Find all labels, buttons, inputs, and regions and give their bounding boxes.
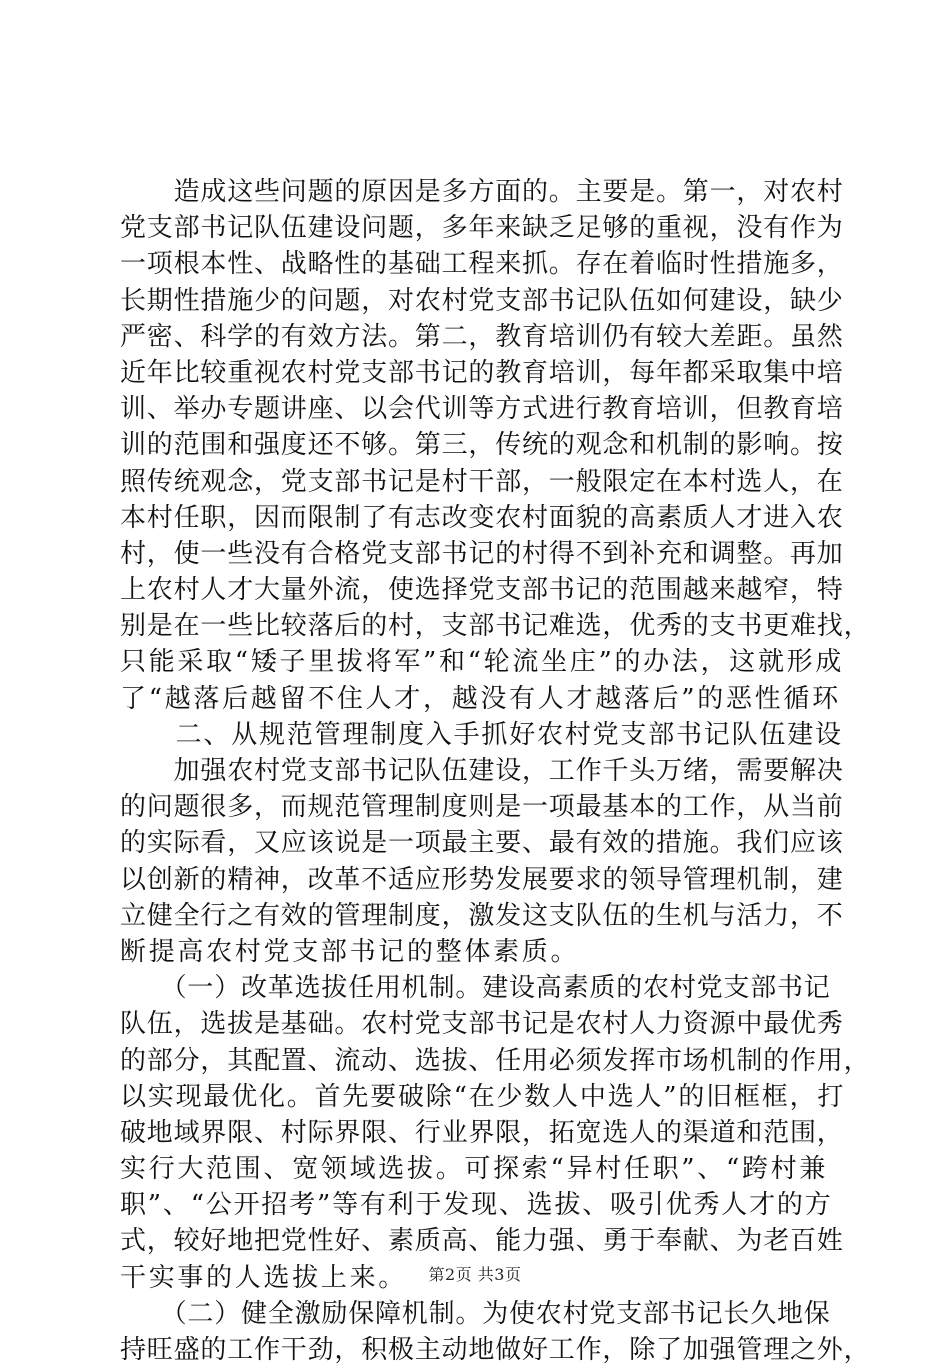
text-line: 断提高农村党支部书记的整体素质。 (120, 936, 580, 967)
text-line: 严密、科学的有效方法。第二，教育培训仍有较大差距。虽然 (120, 321, 844, 352)
document-body (120, 174, 871, 1368)
text-line: 的部分，其配置、流动、选拔、任用必须发挥市场机制的作用， (120, 1045, 871, 1076)
text-line: 式，较好地把党性好、素质高、能力强、勇于奉献、为老百姓 (120, 1226, 844, 1257)
text-line: （一）改革选拔任用机制。建设高素质的农村党支部书记 (120, 973, 831, 1004)
text-line: 村，使一些没有合格党支部书记的村得不到补充和调整。再加 (120, 538, 844, 569)
text-line: 训、举办专题讲座、以会代训等方式进行教育培训，但教育培 (120, 394, 844, 425)
text-line: 队伍，选拔是基础。农村党支部书记是农村人力资源中最优秀 (120, 1009, 844, 1040)
text-line: 以创新的精神，改革不适应形势发展要求的领导管理机制，建 (120, 864, 844, 895)
text-line: （二）健全激励保障机制。为使农村党支部书记长久地保 (120, 1298, 831, 1329)
text-line: 照传统观念，党支部书记是村干部，一般限定在本村选人，在 (120, 466, 844, 497)
text-line: 别是在一些比较落后的村，支部书记难选，优秀的支书更难找， (120, 611, 871, 642)
text-line: 上农村人才大量外流，使选择党支部书记的范围越来越窄，特 (120, 575, 844, 606)
text-line: 了“越落后越留不住人才，越没有人才越落后”的恶性循环 (120, 683, 841, 714)
text-line: 长期性措施少的问题，对农村党支部书记队伍如何建设，缺少 (120, 285, 844, 316)
text-line: 的实际看，又应该说是一项最主要、最有效的措施。我们应该 (120, 828, 844, 859)
text-line: 只能采取“矮子里拔将军”和“轮流坐庄”的办法，这就形成 (120, 647, 845, 678)
text-line: 二、从规范管理制度入手抓好农村党支部书记队伍建设 (120, 719, 843, 750)
text-line: 立健全行之有效的管理制度，激发这支队伍的生机与活力，不 (120, 900, 844, 931)
text-line: 一项根本性、战略性的基础工程来抓。存在着临时性措施多， (120, 249, 844, 280)
text-line: 职”、“公开招考”等有利于发现、选拔、吸引优秀人才的方 (120, 1190, 833, 1221)
text-line: 加强农村党支部书记队伍建设，工作千头万绪，需要解决 (120, 756, 844, 786)
text-line: 党支部书记队伍建设问题，多年来缺乏足够的重视，没有作为 (120, 213, 844, 244)
text-line: 以实现最优化。首先要破除“在少数人中选人”的旧框框，打 (120, 1081, 846, 1112)
text-line: 实行大范围、宽领域选拔。可探索“异村任职”、“跨村兼 (120, 1154, 829, 1185)
text-line: 破地域界限、村际界限、行业界限，拓宽选人的渠道和范围， (120, 1117, 844, 1148)
text-line: 干实事的人选拔上来。 (120, 1262, 408, 1293)
text-line: 近年比较重视农村党支部书记的教育培训，每年都采取集中培 (120, 357, 844, 388)
page-footer: 第2页 共3页 (428, 1265, 522, 1284)
text-line: 持旺盛的工作干劲，积极主动地做好工作，除了加强管理之外， (120, 1335, 871, 1365)
text-line: 训的范围和强度还不够。第三，传统的观念和机制的影响。按 (120, 430, 844, 461)
text-line: 的问题很多，而规范管理制度则是一项最基本的工作，从当前 (120, 792, 844, 823)
text-line: 造成这些问题的原因是多方面的。主要是。第一，对农村 (120, 177, 844, 207)
text-line: 本村任职，因而限制了有志改变农村面貌的高素质人才进入农 (120, 502, 844, 533)
